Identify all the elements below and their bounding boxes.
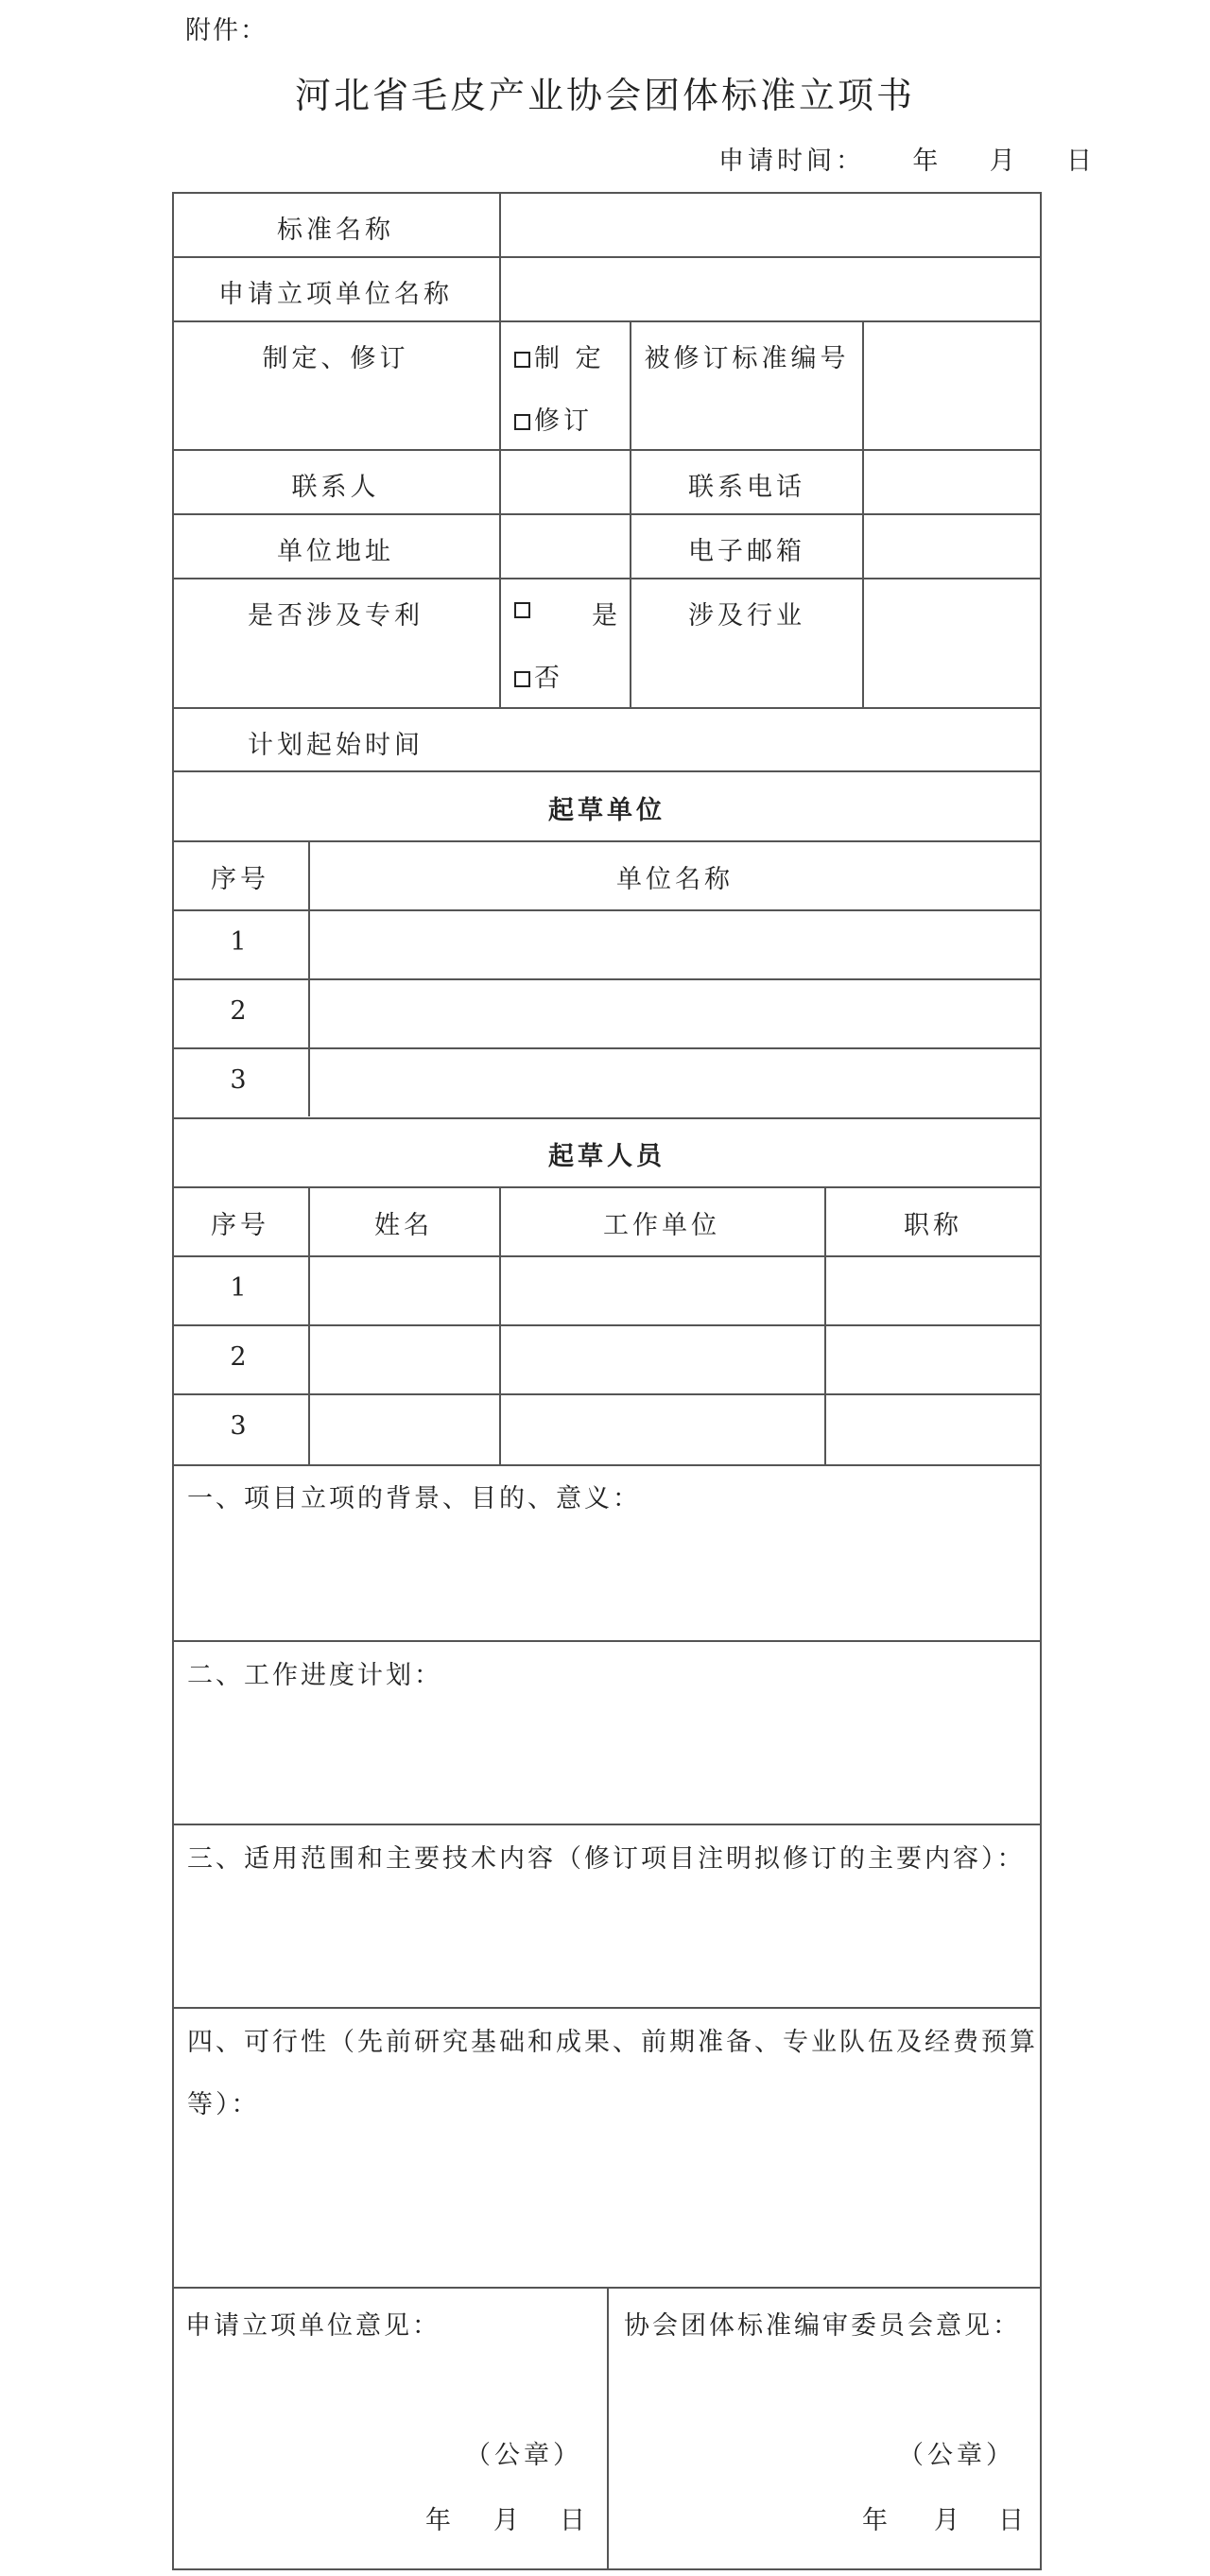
rule [172,978,1042,980]
email-label: 电子邮箱 [688,537,805,566]
checkbox-icon[interactable] [514,352,530,368]
option-yes-label: 是 [592,601,621,631]
drafters-title: 起草人员 [548,1142,666,1171]
drafting-units-col-no: 序号 [211,865,269,894]
attachment-label: 附件： [185,16,268,45]
address-label: 单位地址 [277,537,394,566]
rule [172,1255,1042,1257]
applicant-opinion-label: 申请立项单位意见： [185,2311,441,2341]
rule [499,192,501,707]
section-scope: 三、适用范围和主要技术内容（修订项目注明拟修订的主要内容）： [187,1844,1026,1874]
rule [172,1186,1042,1188]
rule [172,909,1042,911]
applicant-date-year: 年 [425,2506,455,2535]
table-row-no: 1 [230,1273,251,1303]
table-row-no: 3 [230,1065,251,1095]
project-form [172,192,1042,2570]
rule [172,1640,1042,1642]
rule [172,192,1042,194]
date-day: 日 [1066,147,1097,176]
checkbox-icon[interactable] [514,671,530,687]
table-row-no: 2 [230,996,251,1026]
phone-label: 联系电话 [688,473,805,502]
rule [172,2568,1042,2570]
rule [172,1393,1042,1395]
rule [172,1324,1042,1326]
committee-date-year: 年 [862,2506,891,2535]
rule [172,1047,1042,1049]
committee-date-day: 日 [998,2506,1028,2535]
applicant-seal: （公章） [465,2441,582,2470]
applicant-unit-label: 申请立项单位名称 [218,280,453,309]
table-row-no: 1 [230,927,251,957]
revised-standard-number-label: 被修订标准编号 [644,344,850,373]
patent-label: 是否涉及专利 [248,601,424,631]
date-year: 年 [912,147,942,176]
rule [172,1824,1042,1825]
section-schedule: 二、工作进度计划： [187,1661,442,1690]
rule [172,2007,1042,2009]
option-revise[interactable] [514,400,593,437]
drafters-col-no: 序号 [211,1211,269,1240]
industry-label: 涉及行业 [688,601,805,631]
option-yes[interactable] [514,595,534,624]
drafters-col-unit: 工作单位 [603,1211,720,1240]
application-date [718,140,1096,177]
rule [172,770,1042,772]
committee-date-month: 月 [934,2506,963,2535]
rule [172,449,1042,451]
applicant-date-month: 月 [493,2506,523,2535]
table-row-no: 3 [230,1411,251,1441]
plan-time-label: 计划起始时间 [248,731,424,760]
option-revise-label: 修订 [534,406,593,436]
rule [172,513,1042,515]
drafting-units-title: 起草单位 [548,796,666,825]
option-no[interactable] [514,657,563,694]
rule [862,320,864,707]
table-row-no: 2 [230,1342,251,1372]
rule [607,2287,609,2568]
standard-name-label: 标准名称 [277,216,394,245]
checkbox-icon[interactable] [514,414,530,430]
drafters-col-name: 姓名 [374,1211,433,1240]
rule [172,1117,1042,1119]
option-make-label: 制 定 [534,344,605,373]
checkbox-icon[interactable] [514,602,530,618]
committee-seal: （公章） [898,2441,1015,2470]
section-feasibility [187,2012,1038,2136]
rule [172,578,1042,579]
committee-opinion-label: 协会团体标准编审委员会意见： [624,2311,1021,2341]
applicant-date-day: 日 [560,2506,589,2535]
section-background: 一、项目立项的背景、目的、意义： [187,1484,641,1513]
page-title: 河北省毛皮产业协会团体标准立项书 [294,75,915,116]
date-label: 申请时间： [718,147,865,176]
rule [172,1464,1042,1466]
option-make[interactable] [514,337,605,374]
option-no-label: 否 [534,664,563,693]
section-feasibility-line2: 等）： [187,2090,260,2119]
rule [172,256,1042,258]
rule [172,320,1042,322]
section-feasibility-line1: 四、可行性（先前研究基础和成果、前期准备、专业队伍及经费预算 [187,2028,1038,2057]
rule [172,840,1042,842]
rule [172,707,1042,709]
drafters-col-title: 职称 [904,1211,962,1240]
drafting-units-col-name: 单位名称 [616,865,734,894]
contact-label: 联系人 [291,473,380,502]
date-month: 月 [989,147,1019,176]
make-revise-label: 制定、修订 [262,344,409,373]
rule [1040,192,1042,2570]
